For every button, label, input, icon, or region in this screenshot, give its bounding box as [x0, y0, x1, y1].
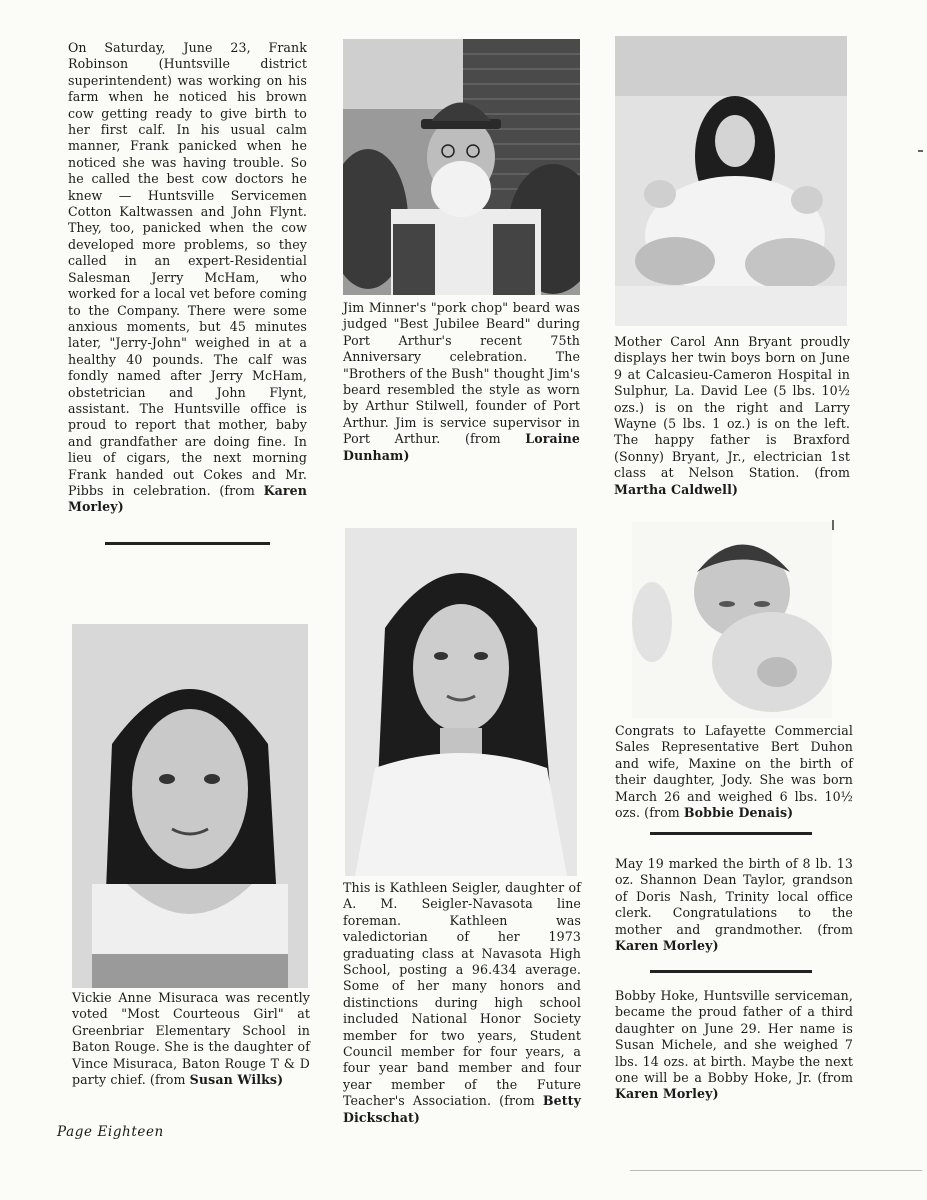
duhon-caption-credit: Bobbie Denais): [683, 805, 794, 821]
robinson-story: [68, 40, 307, 516]
seigler-caption-text: This is Kathleen Seigler, daughter of A. M. Seigler-Navasota line foreman. Kathleen was valedictorian of her 1973 graduating class at Navasota High School, posting a 96.434 average. Some of her many honors and distinctions during high school included National Honor Society member for two years, Student Council member for four years, a four year band member and four year member of the Future Teacher's Association. (from: [343, 880, 581, 1109]
seigler-photo: [345, 528, 577, 876]
jim-minner-photo: [343, 39, 580, 295]
minner-caption-credit: Loraine Dunham): [343, 431, 580, 463]
bryant-caption: [614, 334, 850, 498]
duhon-taylor-divider-rule: [650, 832, 812, 835]
duhon-caption: [615, 723, 853, 821]
minner-caption-text: Jim Minner's "pork chop" beard was judged "Best Jubilee Beard" during Port Arthur's recent 75th Anniversary celebration. The "Brothers of the Bush" thought Jim's beard resembled the style as worn by Arthur Stilwell, founder of Port Arthur. Jim is service supervisor in Port Arthur. (from: [343, 300, 581, 447]
robinson-story-credit: Karen Morley): [68, 482, 307, 515]
column-divider-rule: [105, 542, 270, 545]
duhon-baby-photo: [632, 522, 832, 718]
duhon-caption-text: Congrats to Lafayette Commercial Sales Representative Bert Duhon and wife, Maxine on the birth of their daughter, Jody. She was born March 26 and weighed 6 lbs. 10½ ozs. (from: [615, 723, 853, 821]
misuraca-caption: [72, 990, 310, 1088]
misuraca-photo: [72, 624, 308, 988]
right-edge-mark: [832, 520, 834, 530]
taylor-story: [615, 856, 853, 954]
taylor-story-credit: Karen Morley): [615, 938, 719, 954]
bryant-caption-text: Mother Carol Ann Bryant proudly displays her twin boys born on June 9 at Calcasieu-Cameron Hospital in Sulphur, La. David Lee (5 lbs. 10½ ozs.) is on the right and Larry Wayne (5 lbs. 1 oz.) is on the left. The happy father is Braxford (Sonny) Bryant, Jr., electrician 1st class at Nelson Station. (from: [614, 334, 850, 481]
taylor-story-text: May 19 marked the birth of 8 lb. 13 oz. Shannon Dean Taylor, grandson of Doris Nash, Trinity local office clerk. Congratulations to the mother and grandmother. (from: [615, 856, 853, 937]
misuraca-caption-text: Vickie Anne Misuraca was recently voted "Most Courteous Girl" at Greenbriar Elementary School in Baton Rouge. She is the daughter of Vince Misuraca, Baton Rouge T & D party chief. (from: [72, 990, 310, 1088]
bryant-twins-photo: [615, 36, 847, 326]
taylor-hoke-divider-rule: [650, 970, 812, 973]
seigler-caption-credit: Betty Dickschat): [343, 1093, 581, 1125]
robinson-story-text: On Saturday, June 23, Frank Robinson (Huntsville district superintendent) was working on his farm when he noticed his brown cow getting ready to give birth to her first calf. In his usual calm manner, Frank panicked when he noticed she was having trouble. So he called the best cow doctors he knew — Huntsville Servicemen Cotton Kaltwassen and John Flynt. They, too, panicked when the cow developed more problems, so they called in an expert-Residential Salesman Jerry McHam, who worked for a local vet before coming to the Company. There were some anxious moments, but 45 minutes later, "Jerry-John" weighed in at a healthy 40 pounds. The calf was fondly named after Jerry McHam, obstetrician and John Flynt, assistant. The Huntsville office is proud to report that mother, baby and grandfather are doing fine. In lieu of cigars, the next morning Frank handed out Cokes and Mr. Pibbs in celebration. (from: [68, 40, 307, 498]
page-number: Page Eighteen: [57, 1124, 164, 1140]
hoke-story-text: Bobby Hoke, Huntsville serviceman, became the proud father of a third daughter on June 29. Her name is Susan Michele, and she weighed 7 lbs. 14 ozs. at birth. Maybe the next one will be a Bobby Hoke, Jr. (from: [615, 988, 853, 1086]
bryant-caption-credit: Martha Caldwell): [614, 481, 739, 497]
right-edge-mark-2: [918, 150, 923, 152]
minner-caption: [343, 300, 580, 464]
seigler-caption: [343, 880, 581, 1126]
hoke-story-credit: Karen Morley): [615, 1086, 719, 1102]
hoke-story: [615, 988, 853, 1103]
bottom-edge-line: [630, 1170, 922, 1171]
misuraca-caption-credit: Susan Wilks): [189, 1072, 284, 1088]
